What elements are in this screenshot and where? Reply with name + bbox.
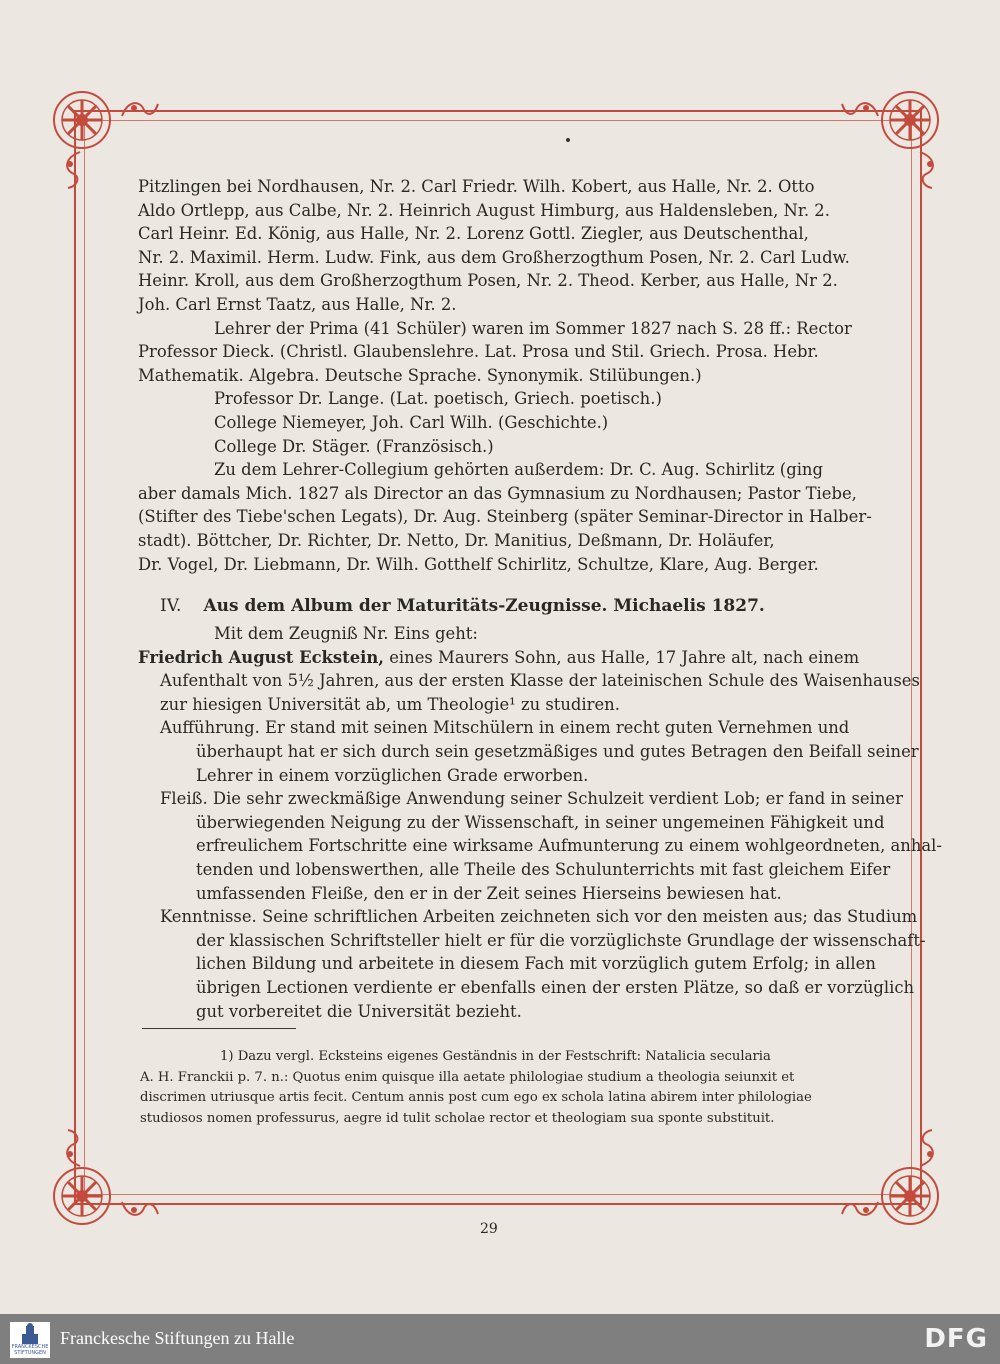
text-line: Nr. 2. Maximil. Herm. Ludw. Fink, aus dem Großherzogthum Posen, Nr. 2. Carl Ludw. [138,247,850,267]
rosette-ornament-icon [50,1164,114,1228]
ink-dot [566,138,570,142]
text-line: Die sehr zweckmäßige Anwendung seiner Schulzeit verdient Lob; er fand in seiner [207,789,903,809]
teacher-entry: Professor Dr. Lange. (Lat. poetisch, Griech. poetisch.) [214,389,662,409]
scroll-ornament-icon [60,150,84,190]
text-line: umfassenden Fleiße, den er in der Zeit seines Hierseins bewiesen hat. [196,883,782,903]
text-line: lichen Bildung und arbeitete in diesem Fach mit vorzüglich gutem Erfolg; in allen [196,954,876,974]
scroll-ornament-icon [840,98,880,120]
text-line: Heinr. Kroll, aus dem Großherzogthum Posen, Nr. 2. Theod. Kerber, aus Halle, Nr 2. [138,271,838,291]
text-line: Mathematik. Algebra. Deutsche Sprache. Synonymik. Stilübungen.) [138,365,702,385]
section-numeral: IV. [160,596,182,616]
student-list-text [138,175,872,576]
text-line: Pitzlingen bei Nordhausen, Nr. 2. Carl Friedr. Wilh. Kobert, aus Halle, Nr. 2. Otto [138,177,815,196]
text-line: tenden und lobenswerthen, alle Theile des Schulunterrichts mit fast gleichem Eifer [196,859,891,879]
footnote-line: discrimen utriusque artis fecit. Centum annis post cum ego ex schola latina abirem inter philologiae [140,1090,812,1106]
scroll-ornament-icon [840,1198,880,1220]
text-line: übrigen Lectionen verdiente er ebenfalls einen der ersten Plätze, so daß er vorzüglich [196,977,915,997]
section-intro: Mit dem Zeugniß Nr. Eins geht: [214,624,478,643]
certificate-text [138,622,942,1023]
text-line: Joh. Carl Ernst Taatz, aus Halle, Nr. 2. [138,294,457,314]
text-line: der klassischen Schriftsteller hielt er für die vorzüglichste Grundlage der wissenschaft- [196,930,926,950]
logo-caption: FRANCKESCHE STIFTUNGEN [11,1344,49,1356]
section-title: Aus dem Album der Maturitäts-Zeugnisse. Michaelis 1827. [203,596,765,616]
text-line: Professor Dieck. (Christl. Glaubenslehre. Lat. Prosa und Stil. Griech. Prosa. Hebr. [138,342,819,362]
text-line: Carl Heinr. Ed. König, aus Halle, Nr. 2. Lorenz Gottl. Ziegler, aus Deutschenthal, [138,224,809,244]
footnote-line: 1) Dazu vergl. Ecksteins eigenes Geständnis in der Festschrift: Natalicia secularia [220,1049,771,1064]
text-line: Dr. Vogel, Dr. Liebmann, Dr. Wilh. Gotthelf Schirlitz, Schultze, Klare, Aug. Berger. [138,554,819,574]
rosette-ornament-icon [50,88,114,152]
text-line: gut vorbereitet die Universität bezieht. [196,1001,522,1021]
label-kenntnisse: Kenntnisse. [160,907,257,927]
footnote-line: studiosos nomen professurus, aegre id tulit scholae rector et theologiam sua sponte substituit. [140,1110,775,1126]
page-number: 29 [480,1221,498,1237]
text-line: Seine schriftlichen Arbeiten zeichneten sich vor den meisten aus; das Studium [256,907,918,927]
text-line: Aufenthalt von 5½ Jahren, aus der ersten Klasse der lateinischen Schule des Waisenhauses [160,671,920,691]
scroll-ornament-icon [916,1128,940,1168]
footnote-line: A. H. Franckii p. 7. n.: Quotus enim quisque illa aetate philologiae studium a theologia seiunxit et [140,1069,795,1085]
rosette-ornament-icon [878,1164,942,1228]
label-fleiss: Fleiß. [160,789,208,809]
scroll-ornament-icon [120,1198,160,1220]
teacher-entry: College Dr. Stäger. (Französisch.) [214,436,494,456]
text-line: Zu dem Lehrer-Collegium gehörten außerdem: Dr. C. Aug. Schirlitz (ging [214,460,823,480]
label-auffuehrung: Aufführung. [160,718,260,738]
institution-link[interactable]: Franckesche Stiftungen zu Halle [60,1328,295,1348]
text-line: zur hiesigen Universität ab, um Theologie¹ zu studiren. [160,694,620,714]
text-line: Lehrer der Prima (41 Schüler) waren im Sommer 1827 nach S. 28 ff.: Rector [214,318,852,338]
text-line: Er stand mit seinen Mitschülern in einem recht guten Vernehmen und [259,718,850,738]
dfg-logo[interactable]: DFG [924,1324,988,1354]
teacher-entry: College Niemeyer, Joh. Carl Wilh. (Geschichte.) [214,412,609,432]
footer-bar [0,1314,1000,1364]
text-line: überwiegenden Neigung zu der Wissenschaft, in seiner ungemeinen Fähigkeit und [196,812,885,832]
text-line: (Stifter des Tiebe'schen Legats), Dr. Aug. Steinberg (später Seminar-Director in Halber- [138,507,872,527]
scroll-ornament-icon [60,1128,84,1168]
scroll-ornament-icon [916,150,940,190]
section-heading [160,596,765,616]
scroll-ornament-icon [120,98,160,120]
text-line: aber damals Mich. 1827 als Director an das Gymnasium zu Nordhausen; Pastor Tiebe, [138,483,857,503]
footnote-rule [142,1028,296,1029]
text-line: Aldo Ortlepp, aus Calbe, Nr. 2. Heinrich August Himburg, aus Haldensleben, Nr. 2. [138,200,830,220]
footnote [140,1047,850,1129]
text-line: überhaupt hat er sich durch sein gesetzmäßiges und gutes Betragen den Beifall seiner [196,741,919,761]
text-line: eines Maurers Sohn, aus Halle, 17 Jahre alt, nach einem [384,647,860,667]
student-name: Friedrich August Eckstein, [138,647,384,667]
text-line: erfreulichem Fortschritte eine wirksame Aufmunterung zu einem wohlgeordneten, anhal- [196,836,942,856]
rosette-ornament-icon [878,88,942,152]
text-line: Lehrer in einem vorzüglichen Grade erworben. [196,765,589,785]
text-line: stadt). Böttcher, Dr. Richter, Dr. Netto, Dr. Manitius, Deßmann, Dr. Holäufer, [138,530,775,550]
